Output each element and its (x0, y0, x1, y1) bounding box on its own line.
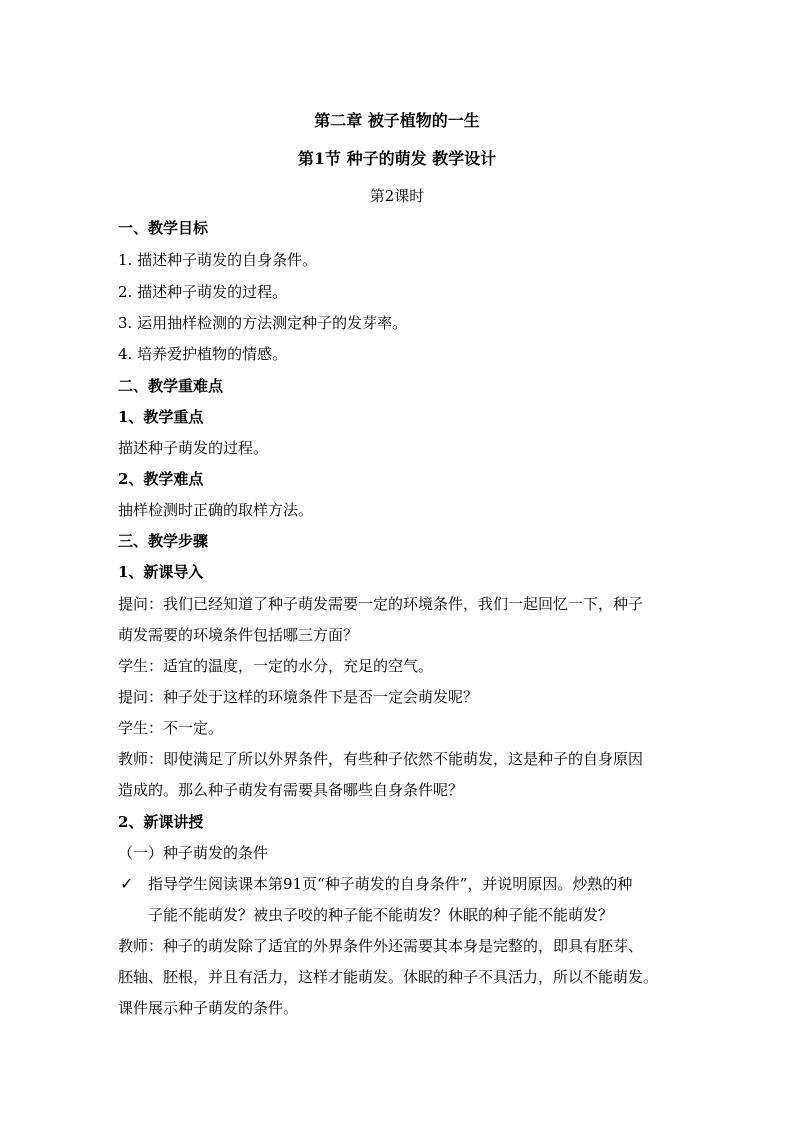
intro-line: 教师：即使满足了所以外界条件，有些种子依然不能萌发，这是种子的自身原因 (118, 750, 644, 768)
intro-line: 造成的。那么种子萌发有需要具备哪些自身条件呢？ (118, 781, 464, 799)
section-heading-keypoints: 二、教学重难点 (118, 377, 224, 395)
intro-line: 学生：不一定。 (118, 719, 224, 737)
goal-item: 4. 培养爱护植物的情感。 (118, 345, 288, 363)
section-heading-goals: 一、教学目标 (118, 219, 209, 237)
subheading-difficult: 2、教学难点 (118, 470, 204, 488)
subsection-conditions: （一）种子萌发的条件 (118, 844, 269, 862)
chapter-title: 第二章 被子植物的一生 (314, 111, 480, 130)
section-title: 第1节 种子的萌发 教学设计 (297, 149, 497, 168)
intro-line: 学生：适宜的温度，一定的水分，充足的空气。 (118, 657, 434, 675)
key-text: 描述种子萌发的过程。 (118, 439, 269, 457)
bullet-line: 子能不能萌发？被虫子咬的种子能不能萌发？休眠的种子能不能萌发？ (148, 906, 614, 924)
bullet-line: 指导学生阅读课本第91页“种子萌发的自身条件”，并说明原因。炒熟的种 (148, 875, 633, 893)
goal-item: 2. 描述种子萌发的过程。 (118, 283, 288, 301)
goal-item: 3. 运用抽样检测的方法测定种子的发芽率。 (118, 314, 408, 332)
section-heading-steps: 三、教学步骤 (118, 532, 209, 550)
intro-line: 提问：我们已经知道了种子萌发需要一定的环境条件，我们一起回忆一下，种子 (118, 595, 644, 613)
lesson-label: 第2课时 (369, 187, 425, 205)
checkmark-icon: ✓ (120, 874, 134, 893)
subheading-new-lesson: 2、新课讲授 (118, 813, 204, 831)
intro-line: 提问：种子处于这样的环境条件下是否一定会萌发呢？ (118, 688, 479, 706)
subheading-intro: 1、新课导入 (118, 563, 204, 581)
teacher-line: 教师：种子的萌发除了适宜的外界条件外还需要其本身是完整的，即具有胚芽、 (118, 937, 644, 955)
intro-line: 萌发需要的环境条件包括哪三方面？ (118, 626, 359, 644)
difficult-text: 抽样检测时正确的取样方法。 (118, 501, 314, 519)
teacher-line: 胚轴、胚根，并且有活力，这样才能萌发。休眠的种子不具活力，所以不能萌发。 (118, 968, 659, 986)
goal-item: 1. 描述种子萌发的自身条件。 (118, 251, 318, 269)
subheading-key: 1、教学重点 (118, 408, 204, 426)
teacher-line: 课件展示种子萌发的条件。 (118, 999, 299, 1017)
